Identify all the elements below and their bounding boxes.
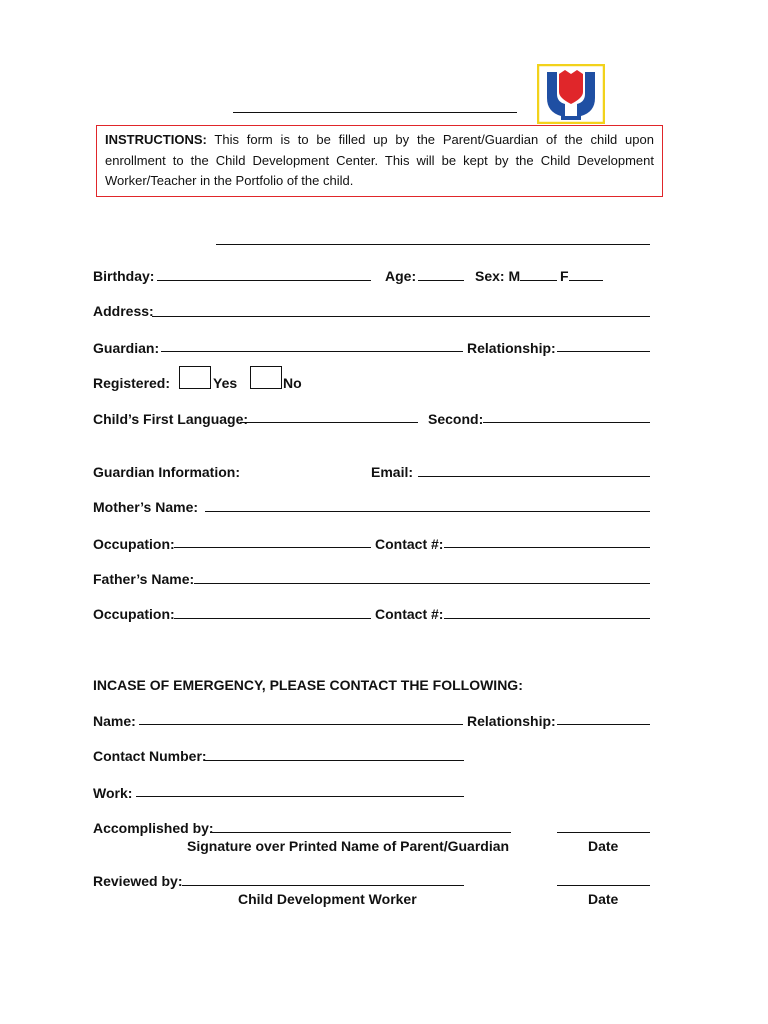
emergency-contact-number-field[interactable] <box>205 760 464 761</box>
accomplished-date-field[interactable] <box>557 832 650 833</box>
registered-yes-checkbox[interactable] <box>179 366 211 389</box>
sex-m-label: Sex: M <box>475 268 521 284</box>
reviewed-date-caption: Date <box>588 891 619 907</box>
fathers-name-label: Father’s Name: <box>93 571 195 587</box>
reviewed-date-field[interactable] <box>557 885 650 886</box>
birthday-field[interactable] <box>157 280 371 281</box>
relationship-field[interactable] <box>557 351 650 352</box>
address-field[interactable] <box>152 316 650 317</box>
mother-occupation-field[interactable] <box>174 547 371 548</box>
relationship-label: Relationship: <box>467 340 556 356</box>
mother-contact-field[interactable] <box>444 547 650 548</box>
cdw-caption: Child Development Worker <box>238 891 417 907</box>
emergency-work-field[interactable] <box>136 796 464 797</box>
registered-yes-label: Yes <box>213 375 238 391</box>
reviewed-by-label: Reviewed by: <box>93 873 183 889</box>
father-contact-label: Contact #: <box>375 606 444 622</box>
instructions-title: INSTRUCTIONS: <box>105 132 207 147</box>
emergency-work-label: Work: <box>93 785 133 801</box>
sex-f-label: F <box>560 268 569 284</box>
name-field[interactable] <box>216 244 650 245</box>
registered-label: Registered: <box>93 375 171 391</box>
accomplished-by-label: Accomplished by: <box>93 820 214 836</box>
father-occupation-field[interactable] <box>174 618 371 619</box>
emergency-name-field[interactable] <box>139 724 463 725</box>
email-label: Email: <box>371 464 414 480</box>
second-language-label: Second: <box>428 411 484 427</box>
registered-no-label: No <box>283 375 302 391</box>
birthday-label: Birthday: <box>93 268 155 284</box>
emergency-contact-number-label: Contact Number: <box>93 748 207 764</box>
first-language-label: Child’s First Language: <box>93 411 249 427</box>
emergency-name-label: Name: <box>93 713 136 729</box>
emergency-heading: INCASE OF EMERGENCY, PLEASE CONTACT THE FOLLOWING: <box>93 677 523 693</box>
father-occupation-label: Occupation: <box>93 606 175 622</box>
emergency-relationship-field[interactable] <box>557 724 650 725</box>
email-field[interactable] <box>418 476 650 477</box>
guardian-info-label: Guardian Information: <box>93 464 240 480</box>
registered-no-checkbox[interactable] <box>250 366 282 389</box>
reviewed-by-signature-field[interactable] <box>182 885 464 886</box>
mother-contact-label: Contact #: <box>375 536 444 552</box>
mothers-name-label: Mother’s Name: <box>93 499 199 515</box>
address-label: Address: <box>93 303 154 319</box>
age-label: Age: <box>385 268 417 284</box>
father-contact-field[interactable] <box>444 618 650 619</box>
accomplished-date-caption: Date <box>588 838 619 854</box>
accomplished-by-signature-field[interactable] <box>210 832 511 833</box>
title-blank-line <box>233 112 517 113</box>
emergency-relationship-label: Relationship: <box>467 713 556 729</box>
mother-occupation-label: Occupation: <box>93 536 175 552</box>
instructions-text: This form is to be filled up by the Parent/Guardian of the child upon enrollment to the Child Development Center. This will be kept by the Child Development Worker/Teacher in the Portfolio of the child. <box>105 132 654 188</box>
guardian-label: Guardian: <box>93 340 160 356</box>
instructions-box <box>96 125 663 197</box>
dswd-logo-icon <box>537 64 605 124</box>
sex-f-field[interactable] <box>569 280 603 281</box>
fathers-name-field[interactable] <box>194 583 650 584</box>
first-language-field[interactable] <box>240 422 418 423</box>
age-field[interactable] <box>418 280 464 281</box>
mothers-name-field[interactable] <box>205 511 650 512</box>
guardian-field[interactable] <box>161 351 463 352</box>
second-language-field[interactable] <box>483 422 650 423</box>
signature-caption: Signature over Printed Name of Parent/Guardian <box>187 838 510 854</box>
sex-m-field[interactable] <box>520 280 557 281</box>
